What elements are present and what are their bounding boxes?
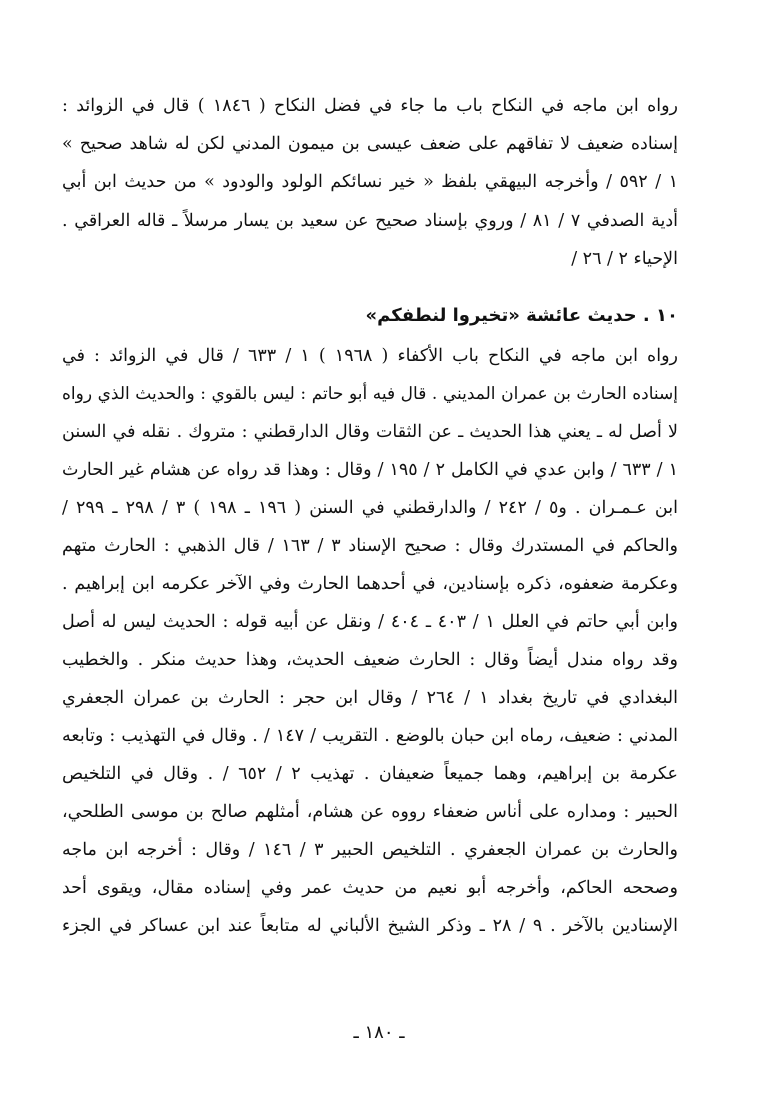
page-number: ـ ١٨٠ ـ xyxy=(353,1022,405,1043)
paragraph1-line-5: الإحياء ٢ / ٢٦ / xyxy=(571,249,678,269)
paragraph1-line-4: أدية الصدفي ٧ / ٨١ / وروي بإسناد صحيح عن سعيد بن يسار مرسلاً ـ قاله العراقي . xyxy=(62,211,678,231)
paragraph2-line-12: عكرمة بن إبراهيم، وهما جميعاً ضعيفان . تهذيب ٢ / ٦٥٢ / . وقال في التلخيص xyxy=(62,764,678,784)
paragraph1-line-3: ١ / ٥٩٢ / وأخرجه البيهقي بلفظ « خير نسائكم الولود والودود » من حديث ابن أبي xyxy=(62,172,678,192)
section-heading: ١٠ . حديث عائشة «تخيروا لنطفكم» xyxy=(365,305,678,326)
paragraph2-line-7: وعكرمة ضعفوه، ذكره بإسنادين، في أحدهما الحارث وفي الآخر عكرمه ابن إبراهيم . xyxy=(62,574,678,594)
paragraph2-line-4: ١ / ٦٣٣ / وابن عدي في الكامل ٢ / ١٩٥ / وقال : وهذا قد رواه عن هشام غير الحارث xyxy=(62,460,678,480)
paragraph2-line-15: وصححه الحاكم، وأخرجه أبو نعيم من حديث عمر وفي إسناده مقال، ويقوى أحد xyxy=(62,878,678,898)
paragraph2-line-11: المدني : ضعيف، رماه ابن حبان بالوضع . التقريب / ١٤٧ / . وقال في التهذيب : وتابعه xyxy=(62,726,678,746)
paragraph2-line-6: والحاكم في المستدرك وقال : صحيح الإسناد ٣ / ١٦٣ / قال الذهبي : الحارث متهم xyxy=(62,536,678,556)
paragraph1-line-2: إسناده ضعيف لا تفاقهم على ضعف عيسى بن ميمون المدني لكن له شاهد صحيح » xyxy=(62,134,678,154)
paragraph2-line-2: إسناده الحارث بن عمران المديني . قال فيه أبو حاتم : ليس بالقوي : والحديث الذي رواه xyxy=(62,384,678,404)
paragraph2-line-5: ابن عـمـران . و٥ / ٢٤٢ / والدارقطني في السنن ( ١٩٦ ـ ١٩٨ ) ٣ / ٢٩٨ ـ ٢٩٩ / xyxy=(62,498,678,518)
paragraph2-line-3: لا أصل له ـ يعني هذا الحديث ـ عن الثقات وقال الدارقطني : متروك . نقله في السنن xyxy=(62,422,678,442)
paragraph2-line-16: الإسنادين بالآخر . ٩ / ٢٨ ـ وذكر الشيخ الألباني له متابعاً عند ابن عساكر في الجزء xyxy=(62,916,678,936)
paragraph2-line-1: رواه ابن ماجه في النكاح باب الأكفاء ( ١٩٦٨ ) ١ / ٦٣٣ / قال في الزوائد : في xyxy=(62,346,678,366)
paragraph1-line-1: رواه ابن ماجه في النكاح باب ما جاء في فضل النكاح ( ١٨٤٦ ) قال في الزوائد : xyxy=(62,96,678,116)
paragraph2-line-8: وابن أبي حاتم في العلل ١ / ٤٠٣ ـ ٤٠٤ / ونقل عن أبيه قوله : الحديث ليس له أصل xyxy=(62,612,678,632)
paragraph2-line-14: والحارث بن عمران الجعفري . التلخيص الحبير ٣ / ١٤٦ / وقال : أخرجه ابن ماجه xyxy=(62,840,678,860)
paragraph2-line-9: وقد رواه مندل أيضاً وقال : الحارث ضعيف الحديث، وهذا حديث منكر . والخطيب xyxy=(62,650,678,670)
paragraph2-line-10: البغدادي في تاريخ بغداد ١ / ٢٦٤ / وقال ابن حجر : الحارث بن عمران الجعفري xyxy=(62,688,678,708)
paragraph2-line-13: الحبير : ومداره على أناس ضعفاء رووه عن هشام، أمثلهم صالح بن موسى الطلحي، xyxy=(62,802,678,822)
